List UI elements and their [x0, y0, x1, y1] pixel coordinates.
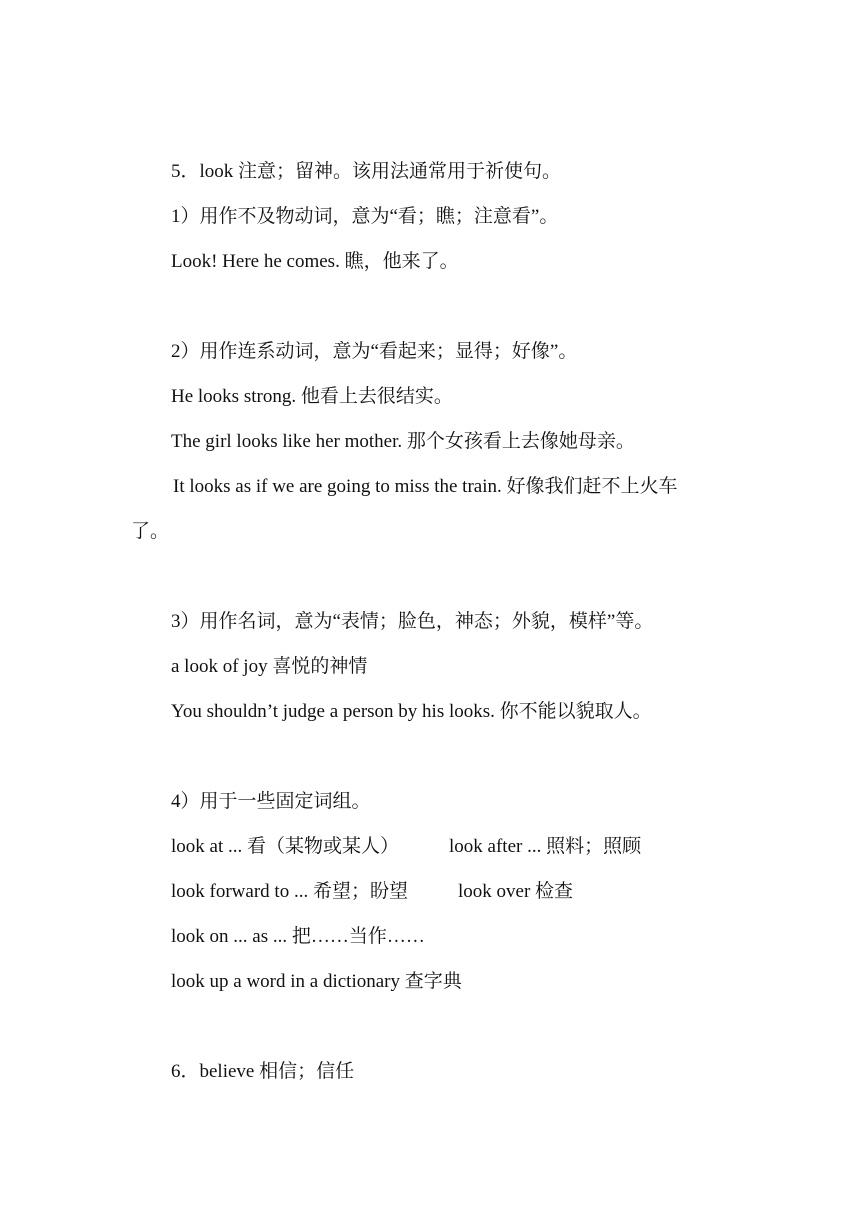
phrase-entry: look at ... 看（某物或某人）	[171, 836, 399, 857]
subsection-5-1-heading: 1）用作不及物动词，意为“看；瞧；注意看”。	[171, 206, 559, 227]
example-sentence-continuation: 了。	[131, 521, 170, 542]
phrase-entry: look on ... as ... 把……当作……	[171, 926, 425, 947]
subsection-5-2-heading: 2）用作连系动词，意为“看起来；显得；好像”。	[171, 341, 578, 362]
example-sentence: He looks strong. 他看上去很结实。	[171, 386, 453, 407]
subsection-5-4-heading: 4）用于一些固定词组。	[171, 791, 371, 812]
example-sentence: You shouldn’t judge a person by his looks. 你不能以貌取人。	[171, 701, 652, 722]
phrase-entry: look over 检查	[458, 881, 574, 902]
section-5-heading: 5．look 注意；留神。该用法通常用于祈使句。	[171, 161, 562, 182]
section-6-heading: 6．believe 相信；信任	[171, 1061, 355, 1082]
example-sentence: It looks as if we are going to miss the train. 好像我们赶不上火车	[173, 476, 678, 497]
phrase-row	[171, 835, 641, 859]
example-sentence: The girl looks like her mother. 那个女孩看上去像她母亲。	[171, 431, 635, 452]
phrase-row	[171, 880, 573, 904]
phrase-entry: look up a word in a dictionary 查字典	[171, 971, 462, 992]
example-phrase: a look of joy 喜悦的神情	[171, 656, 368, 677]
subsection-5-3-heading: 3）用作名词，意为“表情；脸色，神态；外貌，模样”等。	[171, 611, 654, 632]
example-sentence: Look! Here he comes. 瞧，他来了。	[171, 251, 459, 272]
phrase-entry: look after ... 照料；照顾	[449, 836, 642, 857]
phrase-entry: look forward to ... 希望；盼望	[171, 881, 408, 902]
